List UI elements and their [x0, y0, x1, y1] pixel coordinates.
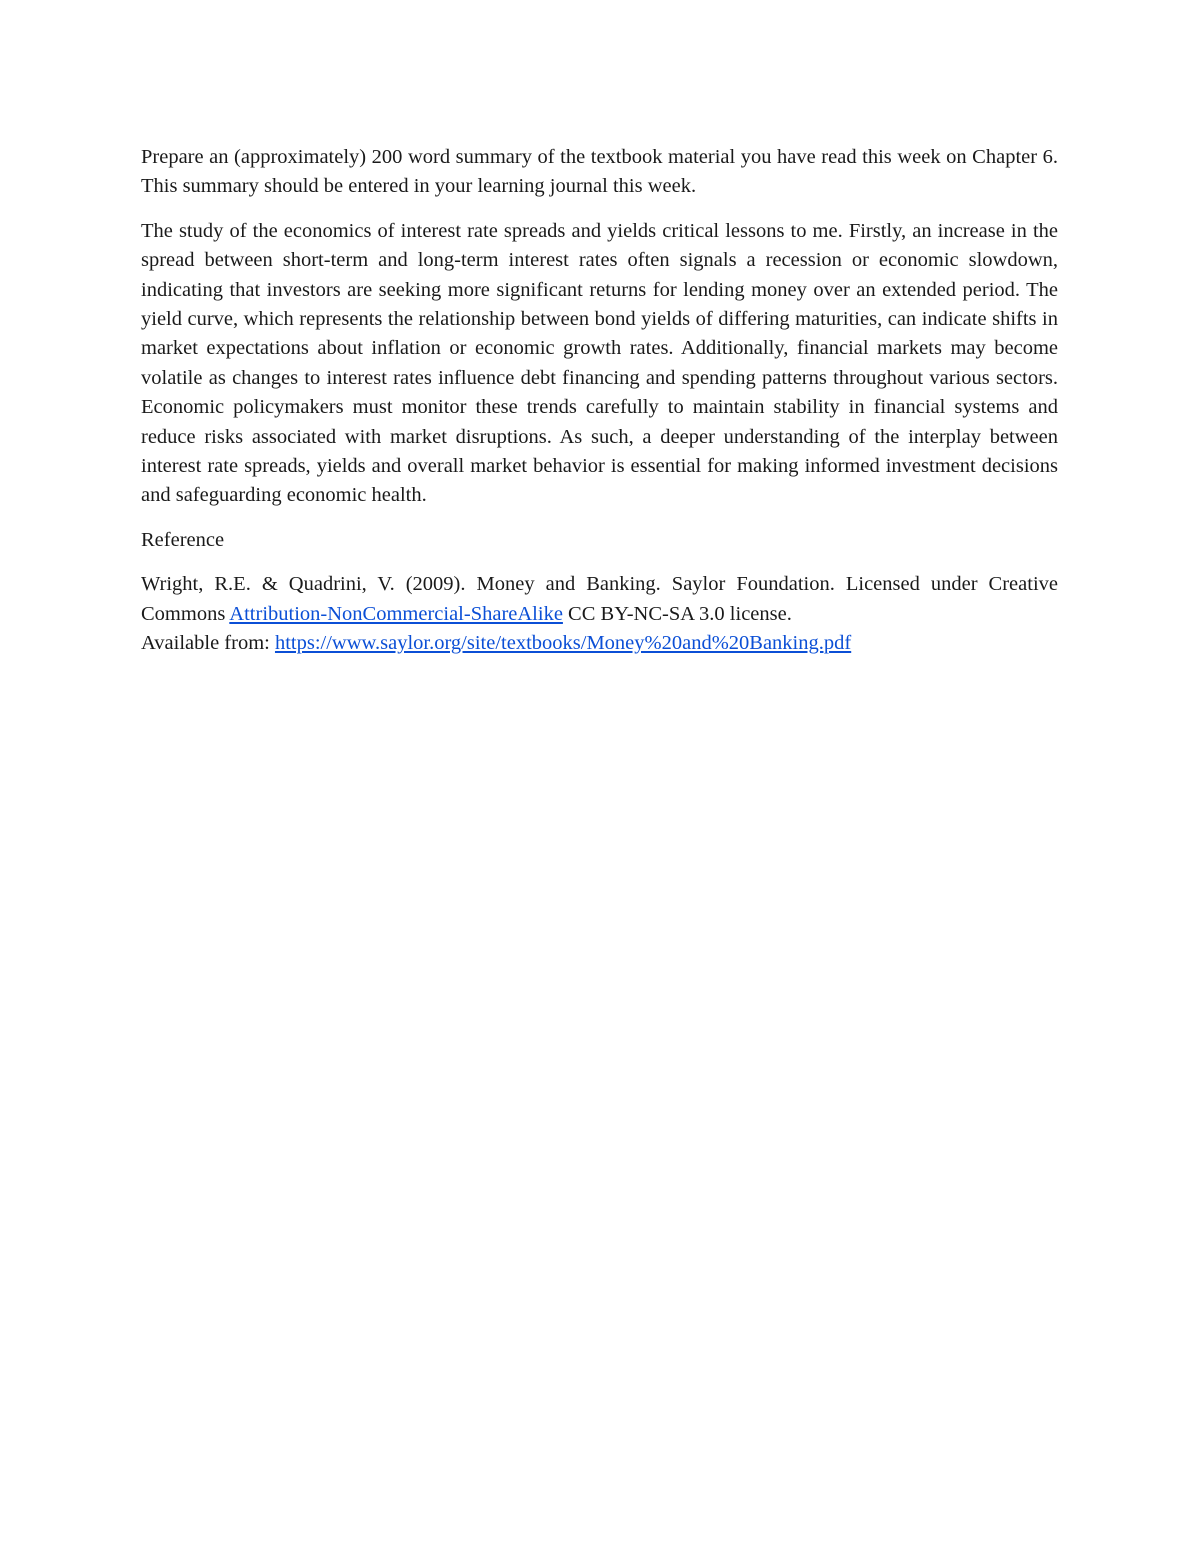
- license-link[interactable]: Attribution-NonCommercial-ShareAlike: [229, 602, 563, 625]
- available-from-label: Available from:: [141, 632, 275, 655]
- document-body: [141, 143, 1058, 674]
- reference-heading: Reference: [141, 528, 225, 551]
- reference-citation-text: Wright, R.E. & Quadrini, V. (2009). Money and Banking. Saylor Foundation. Licensed under Creative Commons: [141, 573, 1058, 625]
- license-suffix-text: CC BY-NC-SA 3.0 license.: [562, 602, 792, 625]
- assignment-prompt: Prepare an (approximately) 200 word summary of the textbook material you have read this week on Chapter 6. This summary should be entered in your learning journal this week.: [141, 146, 1058, 198]
- textbook-url-link[interactable]: https://www.saylor.org/site/textbooks/Money%20and%20Banking.pdf: [274, 632, 852, 655]
- reference-entry: [141, 570, 1058, 658]
- summary-paragraph: The study of the economics of interest rate spreads and yields critical lessons to me. Firstly, an increase in the spread between short-term and long-term interest rates often signals a recession or economic slowdown, indicating that investors are seeking more significant returns for lending money over an extended period. The yield curve, which represents the relationship between bond yields of differing maturities, can indicate shifts in market expectations about inflation or economic growth rates. Additionally, financial markets may become volatile as changes to interest rates influence debt financing and spending patterns throughout various sectors. Economic policymakers must monitor these trends carefully to maintain stability in financial systems and reduce risks associated with market disruptions. As such, a deeper understanding of the interplay between interest rate spreads, yields and overall market behavior is essential for making informed investment decisions and safeguarding economic health.: [141, 219, 1058, 507]
